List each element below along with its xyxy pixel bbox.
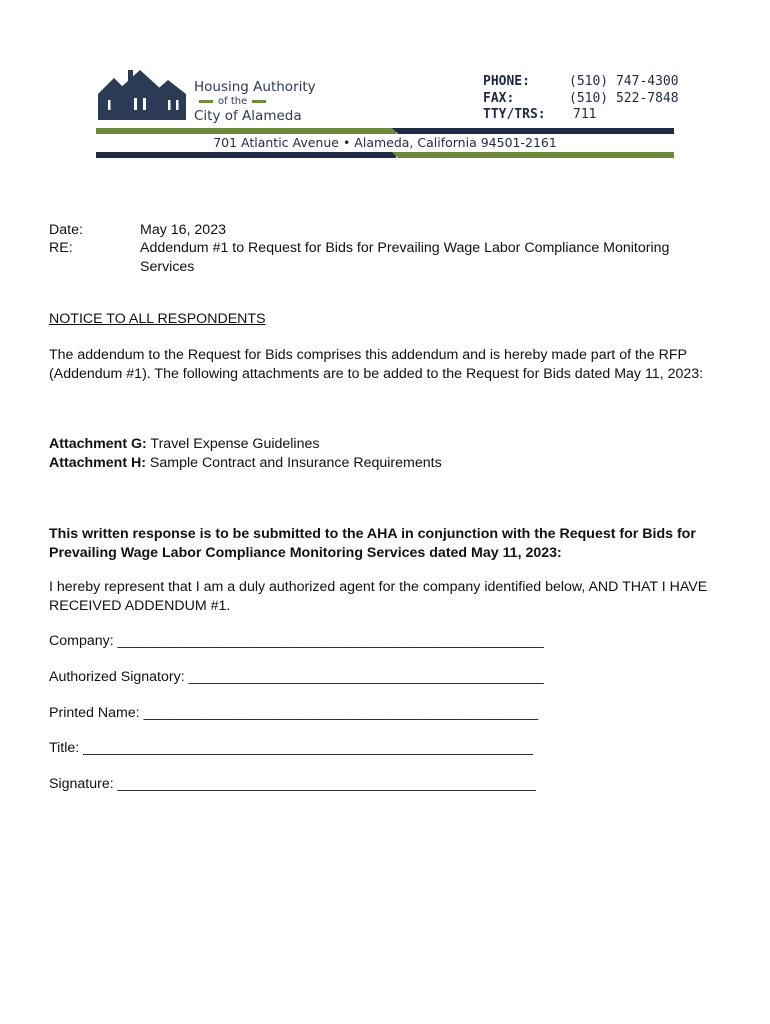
decorative-dash xyxy=(199,100,213,103)
title-field[interactable] xyxy=(49,739,533,757)
header-divider-bottom xyxy=(96,152,674,158)
date-label: Date: xyxy=(49,222,83,238)
attachment-h-label: Attachment H: xyxy=(49,455,146,471)
company-field[interactable] xyxy=(49,632,544,650)
org-name-of-the: of the xyxy=(218,96,248,107)
org-name-line2 xyxy=(194,95,316,108)
tty-value: 711 xyxy=(573,107,597,122)
org-name-line3: City of Alameda xyxy=(194,108,302,124)
attachment-g-label: Attachment G: xyxy=(49,436,147,452)
printed-name-field[interactable] xyxy=(49,704,538,722)
response-instruction: This written response is to be submitted to the AHA in conjunction with the Request for Bids for Prevailing Wage Labor Compliance Monitoring Services dated May 11, 2023: xyxy=(49,526,696,561)
signature-blank[interactable]: _____________________________________________________ xyxy=(117,776,536,792)
housing-authority-logo xyxy=(96,68,188,124)
contact-tty xyxy=(483,107,679,124)
tty-label: TTY/TRS: xyxy=(483,107,546,122)
attachment-h xyxy=(49,454,739,473)
re-label: RE: xyxy=(49,240,73,256)
title-blank[interactable]: _________________________________________________________ xyxy=(83,740,533,756)
attachment-g-text: Travel Expense Guidelines xyxy=(146,436,320,452)
representation-statement: I hereby represent that I am a duly authorized agent for the company identified below, AND THAT I HAVE RECEIVED ADDENDUM #1. xyxy=(49,579,708,614)
re-value: Addendum #1 to Request for Bids for Prevailing Wage Labor Compliance Monitoring Services xyxy=(140,240,670,275)
authorized-signatory-label: Authorized Signatory: xyxy=(49,669,185,685)
phone-value: (510) 747-4300 xyxy=(569,74,679,89)
contact-phone xyxy=(483,74,679,91)
contact-fax xyxy=(483,91,679,108)
decorative-dash xyxy=(252,100,266,103)
printed-name-blank[interactable]: __________________________________________________ xyxy=(143,705,539,721)
authorized-signatory-blank[interactable]: _____________________________________________ xyxy=(188,669,544,685)
authorized-signatory-field[interactable] xyxy=(49,668,544,686)
date-value: May 16, 2023 xyxy=(140,222,226,238)
fax-value: (510) 522-7848 xyxy=(569,90,679,106)
org-name-line1: Housing Authority xyxy=(194,79,316,95)
attachment-g xyxy=(49,435,739,454)
fax-label: FAX: xyxy=(483,90,515,106)
signature-label: Signature: xyxy=(49,776,114,792)
title-label: Title: xyxy=(49,740,80,756)
company-blank[interactable]: ______________________________________________________ xyxy=(117,633,544,649)
address-line: 701 Atlantic Avenue • Alameda, California 94501-2161 xyxy=(213,135,557,150)
company-label: Company: xyxy=(49,633,114,649)
intro-paragraph: The addendum to the Request for Bids comprises this addendum and is hereby made part of the RFP (Addendum #1). The following attachments are to be added to the Request for Bids dated May 11, 2023: xyxy=(49,347,704,382)
contact-block xyxy=(483,74,679,124)
phone-label: PHONE: xyxy=(483,74,530,89)
signature-field[interactable] xyxy=(49,775,536,793)
printed-name-label: Printed Name: xyxy=(49,705,140,721)
organization-name xyxy=(194,79,316,124)
attachment-h-text: Sample Contract and Insurance Requirements xyxy=(145,455,442,471)
notice-heading: NOTICE TO ALL RESPONDENTS xyxy=(49,311,266,327)
